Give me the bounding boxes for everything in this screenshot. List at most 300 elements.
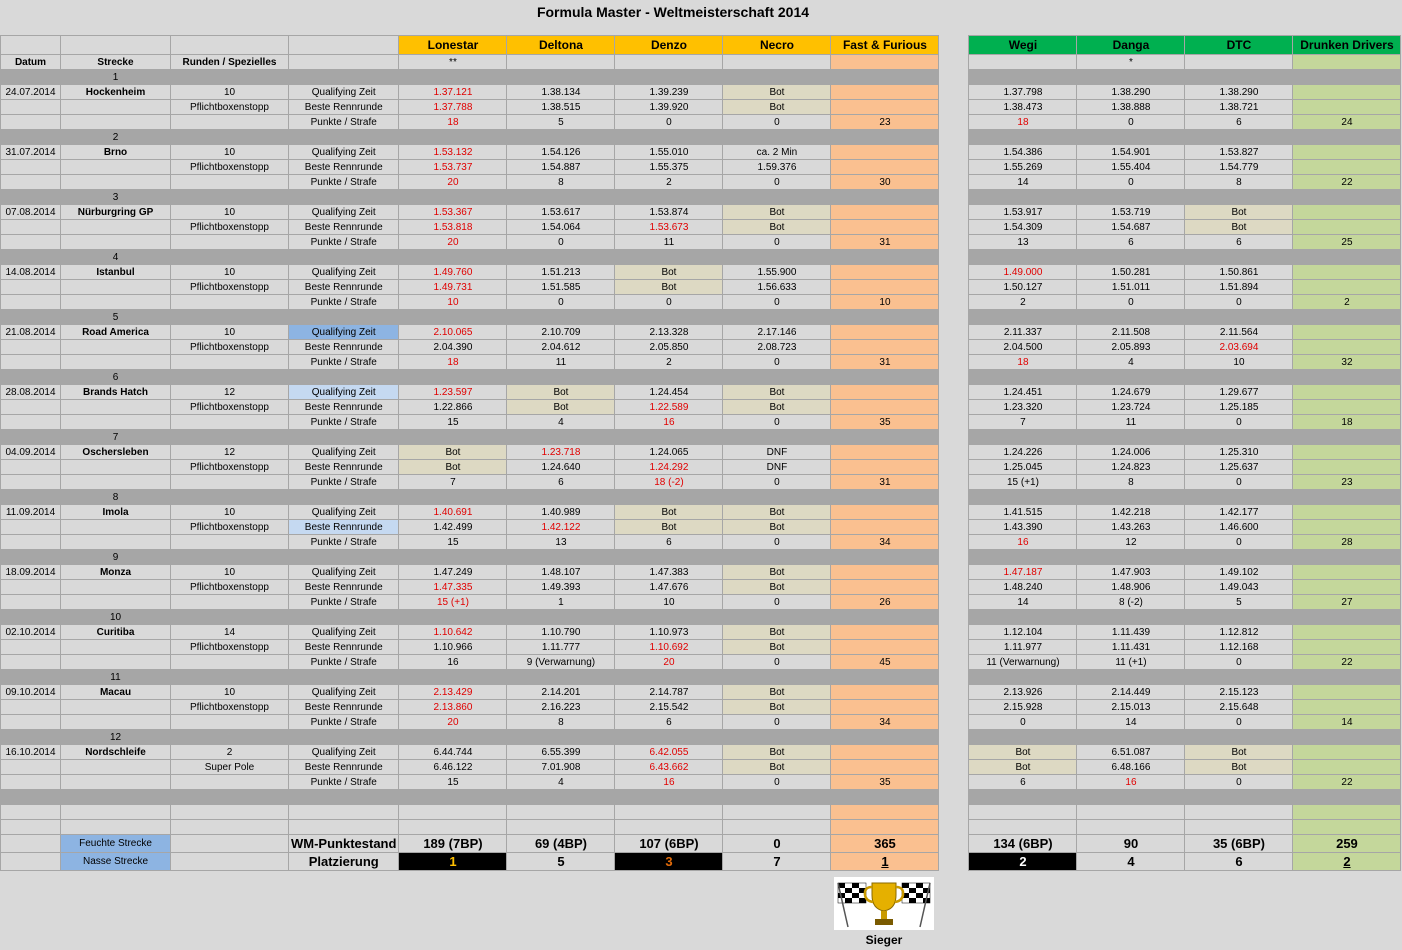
race-lap: 1.49.731 <box>399 280 507 295</box>
special: Pflichtboxenstopp <box>171 280 289 295</box>
quali-time: 6.55.399 <box>507 745 615 760</box>
race-number: 5 <box>61 310 171 325</box>
empty-cell <box>507 820 615 835</box>
empty-cell <box>723 820 831 835</box>
quali-time <box>831 85 939 100</box>
race-lap: 2.03.694 <box>1185 340 1293 355</box>
points: 0 <box>1185 715 1293 730</box>
header-blank <box>289 55 399 70</box>
track-name: Hockenheim <box>61 85 171 100</box>
points: 0 <box>969 715 1077 730</box>
quali-time: 2.11.508 <box>1077 325 1185 340</box>
empty-cell <box>1 595 61 610</box>
quali-time: 2.13.429 <box>399 685 507 700</box>
track-name: Imola <box>61 505 171 520</box>
empty-cell <box>969 805 1077 820</box>
race-lap: 2.04.390 <box>399 340 507 355</box>
team-header: Drunken Drivers <box>1293 36 1401 55</box>
empty-cell <box>171 535 289 550</box>
empty-cell <box>1 715 61 730</box>
quali-time <box>831 745 939 760</box>
quali-time: 1.37.121 <box>399 85 507 100</box>
sep-cell <box>831 730 939 745</box>
sep-cell <box>1 790 61 805</box>
empty-cell <box>61 175 171 190</box>
sep-cell <box>1293 430 1401 445</box>
gap-cell <box>939 250 969 265</box>
race-lap: 1.46.600 <box>1185 520 1293 535</box>
points: 18 <box>969 115 1077 130</box>
points: 34 <box>831 715 939 730</box>
sep-cell <box>831 670 939 685</box>
row-label-race: Beste Rennrunde <box>289 460 399 475</box>
sep-cell <box>507 790 615 805</box>
laps: 10 <box>171 685 289 700</box>
placement: 1 <box>399 853 507 871</box>
empty-cell <box>1 175 61 190</box>
sep-cell <box>615 190 723 205</box>
sep-cell <box>1077 310 1185 325</box>
quali-time: 1.24.451 <box>969 385 1077 400</box>
race-number: 3 <box>61 190 171 205</box>
race-lap <box>831 400 939 415</box>
points: 6 <box>615 715 723 730</box>
race-lap <box>1293 280 1401 295</box>
race-lap: 1.49.393 <box>507 580 615 595</box>
race-lap: 1.42.122 <box>507 520 615 535</box>
laps: 10 <box>171 325 289 340</box>
race-lap: 1.53.737 <box>399 160 507 175</box>
team-header: DTC <box>1185 36 1293 55</box>
quali-time: 1.53.617 <box>507 205 615 220</box>
race-lap <box>1293 160 1401 175</box>
placement: 4 <box>1077 853 1185 871</box>
race-lap <box>1293 640 1401 655</box>
race-lap: 1.55.375 <box>615 160 723 175</box>
sep-cell <box>615 550 723 565</box>
sep-cell <box>399 610 507 625</box>
row-label-points: Punkte / Strafe <box>289 535 399 550</box>
empty-cell <box>1 220 61 235</box>
points: 2 <box>969 295 1077 310</box>
special: Pflichtboxenstopp <box>171 220 289 235</box>
sep-cell <box>969 610 1077 625</box>
empty-cell <box>1077 805 1185 820</box>
sep-cell <box>1293 310 1401 325</box>
race-number: 12 <box>61 730 171 745</box>
empty-cell <box>61 280 171 295</box>
points: 15 (+1) <box>399 595 507 610</box>
sep-cell <box>399 370 507 385</box>
sep-cell <box>1 430 61 445</box>
sep-cell <box>723 370 831 385</box>
special: Super Pole <box>171 760 289 775</box>
race-lap: Bot <box>969 760 1077 775</box>
empty-cell <box>171 475 289 490</box>
points: 6 <box>1077 235 1185 250</box>
sep-cell <box>1185 730 1293 745</box>
quali-time <box>831 565 939 580</box>
race-lap <box>1293 100 1401 115</box>
sep-cell <box>1185 250 1293 265</box>
sep-cell <box>969 550 1077 565</box>
race-lap: 1.51.894 <box>1185 280 1293 295</box>
row-label-race: Beste Rennrunde <box>289 400 399 415</box>
quali-time <box>1293 325 1401 340</box>
points: 31 <box>831 235 939 250</box>
points: 0 <box>1077 295 1185 310</box>
points: 0 <box>615 115 723 130</box>
race-lap: 1.53.673 <box>615 220 723 235</box>
sep-cell <box>615 610 723 625</box>
sep-cell <box>831 250 939 265</box>
quali-time: Bot <box>399 445 507 460</box>
quali-time: 2.10.709 <box>507 325 615 340</box>
gap-cell <box>939 36 969 55</box>
sep-cell <box>1185 610 1293 625</box>
race-number: 2 <box>61 130 171 145</box>
gap-cell <box>939 730 969 745</box>
track-name: Macau <box>61 685 171 700</box>
team-header: Danga <box>1077 36 1185 55</box>
points: 0 <box>1185 475 1293 490</box>
race-lap: 1.47.335 <box>399 580 507 595</box>
sep-cell <box>289 730 399 745</box>
special: Pflichtboxenstopp <box>171 640 289 655</box>
sep-cell <box>1293 490 1401 505</box>
empty-cell <box>1 475 61 490</box>
row-label-points: Punkte / Strafe <box>289 295 399 310</box>
sep-cell <box>1 250 61 265</box>
track-name: Nürburgring GP <box>61 205 171 220</box>
points: 5 <box>1185 595 1293 610</box>
race-lap: 1.25.185 <box>1185 400 1293 415</box>
points: 24 <box>1293 115 1401 130</box>
quali-time <box>1293 505 1401 520</box>
points: 6 <box>1185 235 1293 250</box>
empty-cell <box>61 520 171 535</box>
sep-cell <box>969 370 1077 385</box>
quali-time: 1.47.383 <box>615 565 723 580</box>
gap-cell <box>939 370 969 385</box>
sep-cell <box>1185 670 1293 685</box>
sep-cell <box>1185 130 1293 145</box>
sep-cell <box>969 130 1077 145</box>
marker-cell: ** <box>399 55 507 70</box>
points: 6 <box>1185 115 1293 130</box>
quali-time: 1.24.679 <box>1077 385 1185 400</box>
race-lap: 1.42.499 <box>399 520 507 535</box>
quali-time: 1.54.126 <box>507 145 615 160</box>
laps: 10 <box>171 565 289 580</box>
team-header: Fast & Furious <box>831 36 939 55</box>
race-lap: 2.15.648 <box>1185 700 1293 715</box>
empty-cell <box>1 400 61 415</box>
sep-cell <box>507 310 615 325</box>
empty-cell <box>61 220 171 235</box>
points: 30 <box>831 175 939 190</box>
sep-cell <box>831 130 939 145</box>
points: 10 <box>399 295 507 310</box>
sep-cell <box>171 730 289 745</box>
quali-time: 2.13.926 <box>969 685 1077 700</box>
points: 0 <box>723 535 831 550</box>
points: 9 (Verwarnung) <box>507 655 615 670</box>
marker-cell: * <box>1077 55 1185 70</box>
points: 31 <box>831 475 939 490</box>
points: 18 <box>399 115 507 130</box>
sep-cell <box>1 670 61 685</box>
gap-cell <box>939 235 969 250</box>
points: 16 <box>615 775 723 790</box>
sep-cell <box>1 310 61 325</box>
race-lap: 1.56.633 <box>723 280 831 295</box>
sep-cell <box>1 490 61 505</box>
row-label-quali: Qualifying Zeit <box>289 265 399 280</box>
laps: 10 <box>171 505 289 520</box>
race-lap: 1.24.292 <box>615 460 723 475</box>
empty-cell <box>171 775 289 790</box>
empty-cell <box>1 805 61 820</box>
points: 1 <box>507 595 615 610</box>
sep-cell <box>1077 670 1185 685</box>
row-label-race: Beste Rennrunde <box>289 700 399 715</box>
empty-cell <box>1 520 61 535</box>
quali-time: 1.12.812 <box>1185 625 1293 640</box>
total-points: 107 (6BP) <box>615 835 723 853</box>
points: 8 (-2) <box>1077 595 1185 610</box>
race-lap <box>831 280 939 295</box>
laps: 10 <box>171 145 289 160</box>
gap-cell <box>939 100 969 115</box>
race-lap <box>1293 700 1401 715</box>
race-lap: 1.38.473 <box>969 100 1077 115</box>
sep-cell <box>171 130 289 145</box>
gap-cell <box>939 595 969 610</box>
quali-time: Bot <box>507 385 615 400</box>
sep-cell <box>615 70 723 85</box>
points: 0 <box>723 715 831 730</box>
empty-cell <box>171 355 289 370</box>
race-lap: 7.01.908 <box>507 760 615 775</box>
sep-cell <box>831 370 939 385</box>
race-lap: 1.54.687 <box>1077 220 1185 235</box>
points: 8 <box>507 175 615 190</box>
laps: 10 <box>171 265 289 280</box>
row-label-race: Beste Rennrunde <box>289 520 399 535</box>
sep-cell <box>507 550 615 565</box>
empty-cell <box>1185 805 1293 820</box>
quali-time: 1.50.861 <box>1185 265 1293 280</box>
points: 18 (-2) <box>615 475 723 490</box>
sep-cell <box>1185 190 1293 205</box>
sep-cell <box>723 250 831 265</box>
sep-cell <box>1185 70 1293 85</box>
race-lap <box>1293 340 1401 355</box>
race-number: 4 <box>61 250 171 265</box>
marker-cell <box>969 55 1077 70</box>
race-number: 8 <box>61 490 171 505</box>
quali-time: 2.15.123 <box>1185 685 1293 700</box>
team-header: Necro <box>723 36 831 55</box>
quali-time <box>1293 265 1401 280</box>
gap-cell <box>939 430 969 445</box>
sep-cell <box>507 610 615 625</box>
gap-cell <box>939 295 969 310</box>
race-lap: 2.15.542 <box>615 700 723 715</box>
sep-cell <box>615 490 723 505</box>
points: 32 <box>1293 355 1401 370</box>
gap-cell <box>939 355 969 370</box>
sep-cell <box>969 790 1077 805</box>
sep-cell <box>507 190 615 205</box>
row-label-points: Punkte / Strafe <box>289 175 399 190</box>
points: 16 <box>969 535 1077 550</box>
empty-cell <box>61 820 171 835</box>
sep-cell <box>507 730 615 745</box>
quali-time: 1.38.290 <box>1185 85 1293 100</box>
sep-cell <box>615 730 723 745</box>
legend-wet-dry: Nasse Strecke <box>61 853 171 871</box>
race-lap <box>831 160 939 175</box>
gap-cell <box>939 820 969 835</box>
empty-cell <box>615 805 723 820</box>
header-blank <box>1 36 61 55</box>
race-lap <box>831 580 939 595</box>
total-points: 69 (4BP) <box>507 835 615 853</box>
empty-cell <box>61 805 171 820</box>
laps: 12 <box>171 385 289 400</box>
column-header-strecke: Strecke <box>61 55 171 70</box>
sep-cell <box>1077 550 1185 565</box>
quali-time <box>1293 685 1401 700</box>
marker-cell <box>723 55 831 70</box>
checkered-flag-icon <box>838 883 866 927</box>
row-label-quali: Qualifying Zeit <box>289 625 399 640</box>
track-name: Nordschleife <box>61 745 171 760</box>
sep-cell <box>831 790 939 805</box>
team-header: Lonestar <box>399 36 507 55</box>
quali-time: 2.14.449 <box>1077 685 1185 700</box>
quali-time: 1.53.367 <box>399 205 507 220</box>
points: 2 <box>615 175 723 190</box>
points: 2 <box>615 355 723 370</box>
points: 10 <box>615 595 723 610</box>
special: Pflichtboxenstopp <box>171 340 289 355</box>
race-date: 24.07.2014 <box>1 85 61 100</box>
sep-cell <box>969 670 1077 685</box>
points: 13 <box>969 235 1077 250</box>
race-number: 10 <box>61 610 171 625</box>
empty-cell <box>615 820 723 835</box>
quali-time: 1.50.281 <box>1077 265 1185 280</box>
points: 18 <box>969 355 1077 370</box>
gap-cell <box>939 520 969 535</box>
special: Pflichtboxenstopp <box>171 400 289 415</box>
quali-time <box>1293 85 1401 100</box>
sep-cell <box>1293 730 1401 745</box>
race-date: 16.10.2014 <box>1 745 61 760</box>
points: 6 <box>507 475 615 490</box>
gap-cell <box>939 835 969 853</box>
sep-cell <box>831 490 939 505</box>
total-points: 0 <box>723 835 831 853</box>
trophy-image <box>834 877 934 930</box>
race-lap: 1.22.866 <box>399 400 507 415</box>
points: 0 <box>1077 175 1185 190</box>
race-lap: 1.37.788 <box>399 100 507 115</box>
gap-cell <box>939 220 969 235</box>
points: 11 <box>507 355 615 370</box>
placement: 2 <box>1293 853 1401 871</box>
column-header-runden: Runden / Spezielles <box>171 55 289 70</box>
header-blank <box>171 36 289 55</box>
sep-cell <box>1077 370 1185 385</box>
sep-cell <box>831 610 939 625</box>
empty-cell <box>171 415 289 430</box>
sep-cell <box>1 370 61 385</box>
points: 11 (+1) <box>1077 655 1185 670</box>
points: 13 <box>507 535 615 550</box>
race-lap: 2.15.013 <box>1077 700 1185 715</box>
track-name: Road America <box>61 325 171 340</box>
sep-cell <box>399 490 507 505</box>
special: Pflichtboxenstopp <box>171 160 289 175</box>
sep-cell <box>1077 250 1185 265</box>
empty-cell <box>171 805 289 820</box>
points: 0 <box>723 655 831 670</box>
race-lap: 2.08.723 <box>723 340 831 355</box>
race-lap: Bot <box>723 220 831 235</box>
quali-time <box>831 625 939 640</box>
race-lap: 1.39.920 <box>615 100 723 115</box>
points: 8 <box>507 715 615 730</box>
sep-cell <box>1185 310 1293 325</box>
sep-cell <box>831 310 939 325</box>
race-lap: DNF <box>723 460 831 475</box>
race-lap: 1.47.676 <box>615 580 723 595</box>
gap-cell <box>939 580 969 595</box>
empty-cell <box>61 595 171 610</box>
quali-time: 1.53.827 <box>1185 145 1293 160</box>
quali-time: 1.53.874 <box>615 205 723 220</box>
points: 5 <box>507 115 615 130</box>
gap-cell <box>939 685 969 700</box>
total-points: 35 (6BP) <box>1185 835 1293 853</box>
points: 15 (+1) <box>969 475 1077 490</box>
empty-cell <box>1 280 61 295</box>
marker-cell <box>1293 55 1401 70</box>
race-lap <box>831 700 939 715</box>
points: 25 <box>1293 235 1401 250</box>
empty-cell <box>61 460 171 475</box>
team-header: Wegi <box>969 36 1077 55</box>
empty-cell <box>1185 820 1293 835</box>
sep-cell <box>171 430 289 445</box>
sep-cell <box>1293 790 1401 805</box>
quali-time: Bot <box>723 565 831 580</box>
gap-cell <box>939 670 969 685</box>
points: 18 <box>399 355 507 370</box>
placement: 6 <box>1185 853 1293 871</box>
points: 0 <box>1185 535 1293 550</box>
race-lap: Bot <box>399 460 507 475</box>
points: 0 <box>1185 295 1293 310</box>
sep-cell <box>831 430 939 445</box>
quali-time: 1.41.515 <box>969 505 1077 520</box>
quali-time: 1.39.239 <box>615 85 723 100</box>
quali-time: 1.55.900 <box>723 265 831 280</box>
